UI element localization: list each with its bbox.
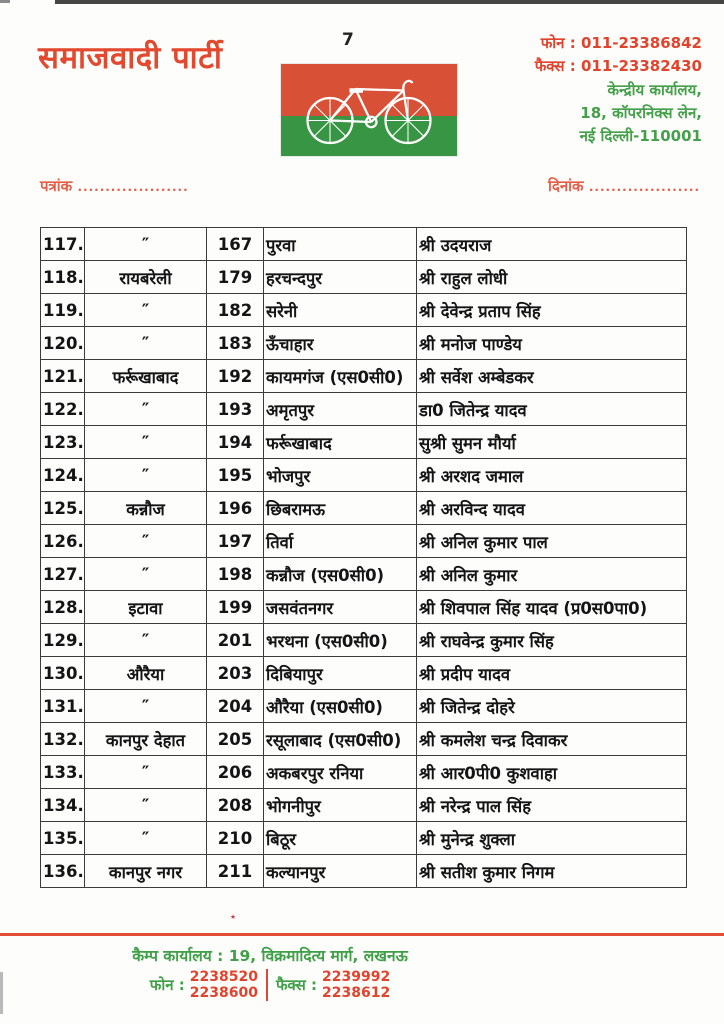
fax-line [535, 55, 702, 78]
candidate-name-cell: श्री सर्वेश अम्बेडकर [417, 360, 687, 393]
constituency-name-cell: हरचन्दपुर [264, 261, 417, 294]
table-row [41, 756, 687, 789]
district-cell: ″ [85, 558, 207, 591]
table-row [41, 261, 687, 294]
candidate-name-cell: श्री नरेन्द्र पाल सिंह [417, 789, 687, 822]
constituency-name-cell: छिबरामऊ [264, 492, 417, 525]
serial-cell: 122. [41, 393, 85, 426]
district-cell: ″ [85, 756, 207, 789]
candidate-name-cell: श्री मनोज पाण्डेय [417, 327, 687, 360]
table-row [41, 525, 687, 558]
constituency-name-cell: बिठूर [264, 822, 417, 855]
page-number: 7 [342, 30, 354, 50]
district-cell: ″ [85, 393, 207, 426]
serial-cell: 121. [41, 360, 85, 393]
candidate-name-cell: श्री राहुल लोधी [417, 261, 687, 294]
district-cell: रायबरेली [85, 261, 207, 294]
party-flag [281, 64, 457, 156]
constituency-name-cell: कन्नौज (एस0सी0) [264, 558, 417, 591]
constituency-name-cell: भोजपुर [264, 459, 417, 492]
candidate-name-cell: श्री मुनेन्द्र शुक्ला [417, 822, 687, 855]
serial-cell: 130. [41, 657, 85, 690]
constituency-name-cell: अकबरपुर रनिया [264, 756, 417, 789]
constituency-name-cell: अमृतपुर [264, 393, 417, 426]
date-blank: .................... [588, 180, 700, 194]
candidate-name-cell: श्री सतीश कुमार निगम [417, 855, 687, 888]
candidate-name-cell: श्री उदयराज [417, 228, 687, 261]
table-row [41, 624, 687, 657]
serial-cell: 127. [41, 558, 85, 591]
footer-fax-numbers [322, 969, 390, 1001]
table-row [41, 426, 687, 459]
constituency-name-cell: तिर्वा [264, 525, 417, 558]
serial-cell: 133. [41, 756, 85, 789]
table-row [41, 690, 687, 723]
serial-cell: 119. [41, 294, 85, 327]
table-row [41, 657, 687, 690]
footer-number-divider [266, 969, 268, 1001]
constituency-number-cell: 183 [207, 327, 264, 360]
address-line: केन्द्रीय कार्यालय, [607, 80, 702, 99]
serial-cell: 132. [41, 723, 85, 756]
address-line: 18, कॉपरनिक्स लेन, [580, 103, 702, 122]
serial-cell: 126. [41, 525, 85, 558]
constituency-number-cell: 194 [207, 426, 264, 459]
table-row [41, 789, 687, 822]
constituency-number-cell: 167 [207, 228, 264, 261]
table-row [41, 360, 687, 393]
constituency-name-cell: कायमगंज (एस0सी0) [264, 360, 417, 393]
serial-cell: 117. [41, 228, 85, 261]
constituency-name-cell: ऊँचाहार [264, 327, 417, 360]
table-row [41, 294, 687, 327]
constituency-number-cell: 206 [207, 756, 264, 789]
candidate-name-cell: श्री शिवपाल सिंह यादव (प्र0स0पा0) [417, 591, 687, 624]
table-row [41, 492, 687, 525]
constituency-name-cell: पुरवा [264, 228, 417, 261]
constituency-number-cell: 203 [207, 657, 264, 690]
constituency-number-cell: 195 [207, 459, 264, 492]
date-label: दिनांक [548, 177, 584, 195]
constituency-number-cell: 211 [207, 855, 264, 888]
district-cell: ″ [85, 525, 207, 558]
bicycle-icon [294, 74, 444, 146]
candidate-name-cell: श्री कमलेश चन्द्र दिवाकर [417, 723, 687, 756]
district-cell: कानपुर नगर [85, 855, 207, 888]
district-cell: ″ [85, 624, 207, 657]
table-row [41, 228, 687, 261]
constituency-name-cell: दिबियापुर [264, 657, 417, 690]
constituency-number-cell: 197 [207, 525, 264, 558]
footer-fax-number: 2239992 [322, 969, 391, 985]
constituency-number-cell: 208 [207, 789, 264, 822]
candidate-name-cell: श्री राघवेन्द्र कुमार सिंह [417, 624, 687, 657]
footer-phone-label: फोन : [149, 976, 185, 995]
serial-cell: 136. [41, 855, 85, 888]
constituency-name-cell: भोगनीपुर [264, 789, 417, 822]
table-row [41, 855, 687, 888]
candidate-name-cell: श्री जितेन्द्र दोहरे [417, 690, 687, 723]
table-row [41, 459, 687, 492]
district-cell: ″ [85, 294, 207, 327]
footer-fax-number: 2238612 [322, 985, 391, 1002]
district-cell: कानपुर देहात [85, 723, 207, 756]
letter-number-label: पत्रांक [40, 177, 73, 195]
serial-cell: 123. [41, 426, 85, 459]
letter-number-field [40, 176, 189, 196]
serial-cell: 128. [41, 591, 85, 624]
table-row [41, 822, 687, 855]
district-cell: फर्रूखाबाद [85, 360, 207, 393]
constituency-number-cell: 204 [207, 690, 264, 723]
district-cell: कन्नौज [85, 492, 207, 525]
constituency-number-cell: 199 [207, 591, 264, 624]
serial-cell: 129. [41, 624, 85, 657]
serial-cell: 134. [41, 789, 85, 822]
camp-office-footer [0, 944, 540, 1001]
serial-cell: 124. [41, 459, 85, 492]
camp-office-address: कैम्प कार्यालय : 19, विक्रमादित्य मार्ग, लखनऊ [132, 947, 408, 965]
constituency-name-cell: रसूलाबाद (एस0सी0) [264, 723, 417, 756]
candidate-table-body [41, 228, 687, 888]
footer-phone-number: 2238600 [189, 985, 258, 1002]
constituency-name-cell: जसवंतनगर [264, 591, 417, 624]
serial-cell: 131. [41, 690, 85, 723]
head-office-contact [535, 32, 702, 148]
serial-cell: 125. [41, 492, 85, 525]
serial-cell: 120. [41, 327, 85, 360]
district-cell: औरैया [85, 657, 207, 690]
footer-divider-line [0, 933, 724, 936]
district-cell: ″ [85, 228, 207, 261]
table-row [41, 591, 687, 624]
district-cell: ″ [85, 822, 207, 855]
scan-artifact-bar [55, 0, 724, 4]
district-cell: ″ [85, 459, 207, 492]
constituency-number-cell: 201 [207, 624, 264, 657]
serial-cell: 135. [41, 822, 85, 855]
footer-phone-numbers [190, 969, 258, 1001]
candidate-name-cell: सुश्री सुमन मौर्या [417, 426, 687, 459]
footer-phone-fax [150, 969, 390, 1001]
table-row [41, 558, 687, 591]
letter-number-blank: .................... [77, 180, 189, 194]
scan-artifact-notch [0, 0, 10, 3]
constituency-number-cell: 179 [207, 261, 264, 294]
constituency-number-cell: 196 [207, 492, 264, 525]
candidate-name-cell: श्री देवेन्द्र प्रताप सिंह [417, 294, 687, 327]
serial-cell: 118. [41, 261, 85, 294]
constituency-name-cell: भरथना (एस0सी0) [264, 624, 417, 657]
candidate-name-cell: श्री अनिल कुमार पाल [417, 525, 687, 558]
constituency-name-cell: औरैया (एस0सी0) [264, 690, 417, 723]
footer-phone-number: 2238520 [189, 969, 258, 985]
constituency-number-cell: 198 [207, 558, 264, 591]
table-row [41, 723, 687, 756]
fax-label: फैक्स : [534, 57, 576, 76]
phone-label: फोन : [540, 34, 576, 52]
district-cell: ″ [85, 426, 207, 459]
district-cell: ″ [85, 690, 207, 723]
constituency-number-cell: 205 [207, 723, 264, 756]
district-cell: ″ [85, 327, 207, 360]
phone-value: 011-23386842 [580, 34, 702, 52]
table-row [41, 393, 687, 426]
candidate-name-cell: श्री अरशद जमाल [417, 459, 687, 492]
fax-value: 011-23382430 [580, 57, 702, 76]
address-line: नई दिल्ली-110001 [579, 127, 702, 145]
candidate-name-cell: श्री अनिल कुमार [417, 558, 687, 591]
constituency-number-cell: 192 [207, 360, 264, 393]
candidate-name-cell: श्री आर0पी0 कुशवाहा [417, 756, 687, 789]
phone-line [535, 32, 702, 55]
candidate-table [40, 227, 687, 888]
footer-mark: ٭ [230, 910, 236, 923]
constituency-number-cell: 210 [207, 822, 264, 855]
constituency-name-cell: कल्यानपुर [264, 855, 417, 888]
constituency-name-cell: फर्रूखाबाद [264, 426, 417, 459]
candidate-name-cell: डा0 जितेन्द्र यादव [417, 393, 687, 426]
footer-fax-label: फैक्स : [275, 976, 317, 995]
constituency-number-cell: 193 [207, 393, 264, 426]
date-field [548, 176, 700, 196]
constituency-number-cell: 182 [207, 294, 264, 327]
candidate-name-cell: श्री प्रदीप यादव [417, 657, 687, 690]
district-cell: इटावा [85, 591, 207, 624]
district-cell: ″ [85, 789, 207, 822]
candidate-name-cell: श्री अरविन्द यादव [417, 492, 687, 525]
table-row [41, 327, 687, 360]
party-name-title: समाजवादी पार्टी [38, 40, 223, 76]
constituency-name-cell: सरेनी [264, 294, 417, 327]
